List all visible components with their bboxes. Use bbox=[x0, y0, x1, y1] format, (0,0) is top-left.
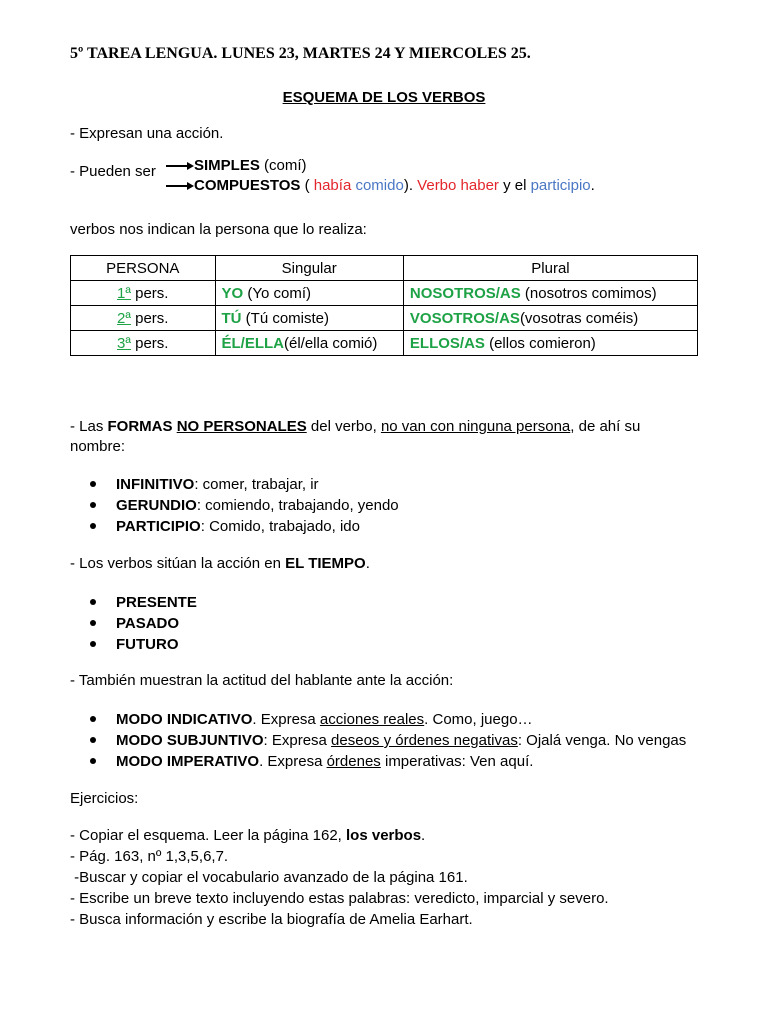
pronoun-singular: ÉL/ELLA bbox=[221, 334, 284, 352]
example-singular: (Tú comiste) bbox=[241, 309, 330, 327]
compuestos-label: COMPUESTOS bbox=[194, 177, 301, 194]
table-cell-persona bbox=[71, 331, 216, 356]
tiempo-list bbox=[70, 592, 197, 655]
table-cell-persona bbox=[71, 306, 216, 331]
example-singular: (Yo comí) bbox=[243, 284, 311, 302]
document-title: 5º TAREA LENGUA. LUNES 23, MARTES 24 Y MIERCOLES 25. bbox=[70, 45, 531, 62]
example-singular: (él/ella comió) bbox=[284, 334, 378, 352]
table-header-plural: Plural bbox=[403, 256, 697, 281]
list-item-text: : comiendo, trabajando, yendo bbox=[196, 497, 399, 514]
exercise-text: - Copiar el esquema. Leer la página 162, bbox=[70, 827, 347, 844]
pronoun-plural: VOSOTROS/AS bbox=[409, 309, 520, 327]
dot: . bbox=[365, 555, 370, 572]
formas-mid: del verbo, bbox=[306, 418, 381, 435]
participio-word: participio bbox=[530, 177, 591, 194]
exercise-bold: los verbos bbox=[346, 827, 422, 844]
bullet-icon bbox=[90, 502, 96, 508]
table-cell-singular bbox=[215, 281, 403, 306]
pueden-ser-label: - Pueden ser bbox=[70, 163, 156, 180]
list-item bbox=[70, 634, 197, 655]
pronoun-singular: TÚ bbox=[221, 309, 242, 327]
bullet-icon bbox=[90, 481, 96, 487]
compuestos-open: ( bbox=[300, 177, 314, 194]
bullet-icon bbox=[90, 523, 96, 529]
list-item-label: PASADO bbox=[116, 615, 180, 632]
habia-word: había bbox=[313, 177, 352, 194]
modo-list bbox=[70, 709, 686, 772]
list-item bbox=[70, 474, 399, 495]
arrow-right-icon bbox=[166, 161, 194, 171]
table-cell-plural bbox=[403, 331, 697, 356]
formas-suffix: , de ahí su bbox=[570, 418, 641, 435]
list-item-underlined: acciones reales bbox=[319, 711, 425, 728]
section-heading bbox=[0, 88, 768, 108]
pronoun-plural: ELLOS/AS bbox=[409, 334, 485, 352]
table-header-row bbox=[71, 256, 698, 281]
formas-word: FORMAS bbox=[107, 418, 173, 435]
table-cell-singular bbox=[215, 331, 403, 356]
simples-label: SIMPLES bbox=[194, 157, 260, 174]
pers-text: pers. bbox=[130, 309, 169, 327]
list-item bbox=[70, 730, 686, 751]
bullet-icon bbox=[90, 737, 96, 743]
list-item bbox=[70, 751, 686, 772]
list-item-text: . Expresa bbox=[259, 753, 327, 770]
exercise-line: -Buscar y copiar el vocabulario avanzado de la página 161. bbox=[70, 869, 468, 886]
list-item bbox=[70, 495, 399, 516]
list-item-label: MODO IMPERATIVO bbox=[116, 753, 260, 770]
arrow-right-icon bbox=[166, 181, 194, 191]
list-item-text: . Como, juego… bbox=[424, 711, 533, 728]
tiempo-label: EL TIEMPO bbox=[285, 555, 366, 572]
simples-line bbox=[166, 156, 307, 176]
table-row bbox=[71, 306, 698, 331]
pers-text: pers. bbox=[130, 284, 169, 302]
ejercicios-list bbox=[70, 825, 609, 930]
list-item bbox=[70, 613, 197, 634]
list-item-label: INFINITIVO bbox=[116, 476, 195, 493]
list-item-label: PRESENTE bbox=[116, 594, 197, 611]
intro-line-accion: - Expresan una acción. bbox=[70, 125, 224, 142]
heading-text: ESQUEMA DE LOS VERBOS bbox=[282, 89, 486, 106]
close-paren: ). bbox=[403, 177, 418, 194]
list-item-label: FUTURO bbox=[116, 636, 179, 653]
bullet-icon bbox=[90, 716, 96, 722]
y-el-text: y el bbox=[498, 177, 531, 194]
list-item-label: MODO INDICATIVO bbox=[116, 711, 253, 728]
bullet-icon bbox=[90, 758, 96, 764]
example-plural: (vosotras coméis) bbox=[519, 309, 639, 327]
persona-intro-line: verbos nos indican la persona que lo realiza: bbox=[70, 221, 367, 238]
list-item bbox=[70, 516, 399, 537]
list-item-label: GERUNDIO bbox=[116, 497, 197, 514]
person-number: 1ª bbox=[117, 284, 131, 302]
person-number: 2ª bbox=[117, 309, 131, 327]
pronoun-singular: YO bbox=[221, 284, 244, 302]
table-cell-plural bbox=[403, 281, 697, 306]
bullet-icon bbox=[90, 620, 96, 626]
modo-intro: - También muestran la actitud del hablante ante la acción: bbox=[70, 672, 454, 689]
table-header-persona: PERSONA bbox=[71, 256, 216, 281]
table-row bbox=[71, 331, 698, 356]
pronoun-plural: NOSOTROS/AS bbox=[409, 284, 521, 302]
list-item-text: imperativas: Ven aquí. bbox=[380, 753, 534, 770]
list-item-text: : Expresa bbox=[263, 732, 332, 749]
exercise-line: - Escribe un breve texto incluyendo estas palabras: veredicto, imparcial y severo. bbox=[70, 890, 609, 907]
example-plural: (ellos comieron) bbox=[484, 334, 596, 352]
tiempo-prefix: - Los verbos sitúan la acción en bbox=[70, 555, 286, 572]
list-item-text: : comer, trabajar, ir bbox=[194, 476, 319, 493]
list-item-text: . Expresa bbox=[252, 711, 320, 728]
no-van-text: no van con ninguna persona bbox=[380, 418, 571, 435]
formas-line bbox=[70, 417, 640, 437]
formas-line-2: nombre: bbox=[70, 438, 126, 455]
list-item-text: : Comido, trabajado, ido bbox=[200, 518, 360, 535]
ejercicios-heading: Ejercicios: bbox=[70, 790, 139, 807]
table-cell-persona bbox=[71, 281, 216, 306]
exercise-line: - Busca información y escribe la biografía de Amelia Earhart. bbox=[70, 911, 473, 928]
list-item-underlined: órdenes bbox=[326, 753, 381, 770]
verbo-haber-text: Verbo haber bbox=[417, 177, 499, 194]
example-plural: (nosotros comimos) bbox=[520, 284, 657, 302]
tiempo-line bbox=[70, 554, 370, 574]
formas-list bbox=[70, 474, 399, 537]
person-number: 3ª bbox=[117, 334, 131, 352]
table-cell-singular bbox=[215, 306, 403, 331]
table-cell-plural bbox=[403, 306, 697, 331]
list-item-label: PARTICIPIO bbox=[116, 518, 201, 535]
no-personales-word: NO PERSONALES bbox=[176, 418, 307, 435]
bullet-icon bbox=[90, 641, 96, 647]
table-header-singular: Singular bbox=[215, 256, 403, 281]
exercise-text: . bbox=[421, 827, 426, 844]
list-item-text: : Ojalá venga. No vengas bbox=[517, 732, 687, 749]
pers-text: pers. bbox=[130, 334, 169, 352]
simples-example: (comí) bbox=[259, 157, 307, 174]
list-item bbox=[70, 592, 197, 613]
table-row bbox=[71, 281, 698, 306]
list-item-underlined: deseos y órdenes negativas bbox=[331, 732, 518, 749]
bullet-icon bbox=[90, 599, 96, 605]
list-item-label: MODO SUBJUNTIVO bbox=[116, 732, 264, 749]
conjugation-table bbox=[70, 255, 698, 356]
list-item bbox=[70, 709, 686, 730]
dot: . bbox=[590, 177, 595, 194]
formas-prefix: - Las bbox=[70, 418, 108, 435]
compuestos-line bbox=[166, 176, 595, 196]
comido-word: comido bbox=[355, 177, 404, 194]
exercise-line bbox=[70, 825, 609, 846]
exercise-line: - Pág. 163, nº 1,3,5,6,7. bbox=[70, 848, 229, 865]
